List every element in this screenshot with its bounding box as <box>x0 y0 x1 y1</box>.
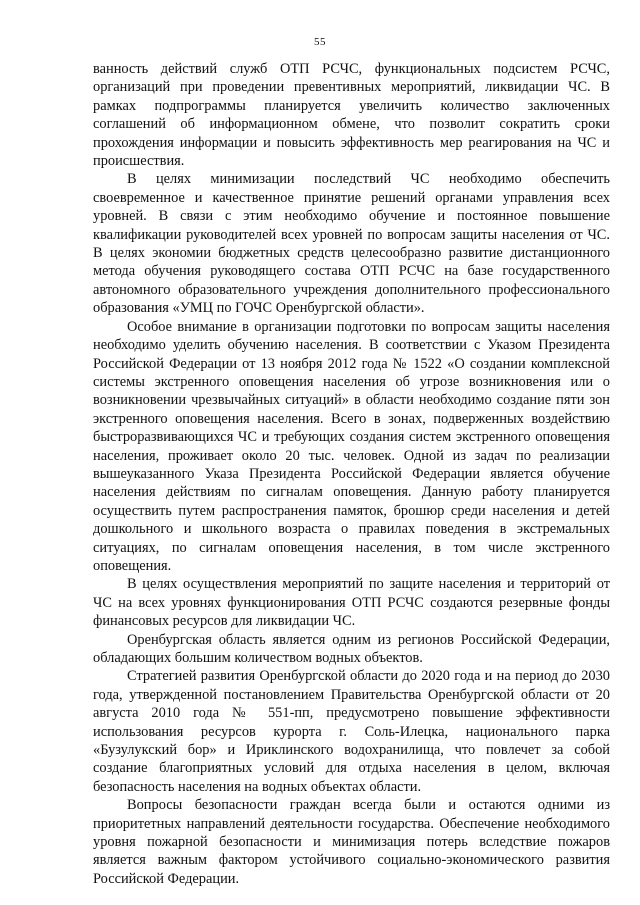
paragraph-water-objects: Оренбургская область является одним из регионов Российской Федерации, обладающих большим количеством водных объектов. <box>93 631 610 666</box>
paragraph-continuation: ванность действий служб ОТП РСЧС, функциональных подсистем РСЧС, организаций при проведении превентивных мероприятий, ликвидации ЧС. В рамках подпрограммы планируется увеличить количество заключенных соглашений об информационном обмене, что позволит сократить сроки прохождения информации и повысить эффективность мер реагирования на ЧС и происшествия. <box>93 61 610 170</box>
paragraph-reserve-funds: В целях осуществления мероприятий по защите населения и территорий от ЧС на всех уровнях функционирования ОТП РСЧС создаются резервные фонды финансовых ресурсов для ликвидации ЧС. <box>93 576 610 630</box>
page-number: 55 <box>314 36 326 48</box>
body-text <box>93 60 610 888</box>
paragraph-training-management: В целях минимизации последствий ЧС необходимо обеспечить своевременное и качественное принятие решений органами управления всех уровней. В связи с этим необходимо обучение и постоянное повышение квалификации руководителей всех уровней по вопросам защиты населения от ЧС. В целях экономии бюджетных средств целесообразно развитие дистанционного метода обучения руководящего состава ОТП РСЧС на базе государственного автономного образовательного учреждения дополнительного профессионального образования «УМЦ по ГОЧС Оренбургской области». <box>93 171 610 317</box>
paragraph-development-strategy: Стратегией развития Оренбургской области до 2020 года и на период до 2030 года, утвержденной постановлением Правительства Оренбургской области от 20 августа 2010 года № 551-пп, предусмотрено повышение эффективности использования ресурсов курорта г. Соль-Илецка, национального парка «Бузулукский бор» и Ириклинского водохранилища, что повлечет за собой создание благоприятных условий для отдыха населения в целом, включая безопасность населения на водных объектах области. <box>93 668 610 795</box>
paragraph-fire-safety: Вопросы безопасности граждан всегда были и остаются одними из приоритетных направлений деятельности государства. Обеспечение необходимого уровня пожарной безопасности и минимизация потерь вследствие пожаров является важным фактором устойчивого социально-экономического развития Российской Федерации. <box>93 797 610 887</box>
paragraph-population-training: Особое внимание в организации подготовки по вопросам защиты населения необходимо уделить обучению населения. В соответствии с Указом Президента Российской Федерации от 13 ноября 2012 года № 1522 «О создании комплексной системы экстренного оповещения населения об угрозе возникновения или о возникновении чрезвычайных ситуаций» в области необходимо создание пяти зон экстренного оповещения населения. Всего в зонах, подверженных воздействию быстроразвивающихся ЧС и требующих создания систем экстренного оповещения населения, проживает около 20 тыс. человек. Одной из задач по реализации вышеуказанного Указа Президента Российской Федерации является обучение населения действиям по сигналам оповещения. Данную работу планируется осуществить путем распространения памяток, брошюр среди населения и детей дошкольного и школьного возраста о правилах поведения в экстремальных ситуациях, по сигналам оповещения населения, в том числе экстренного оповещения. <box>93 318 610 574</box>
